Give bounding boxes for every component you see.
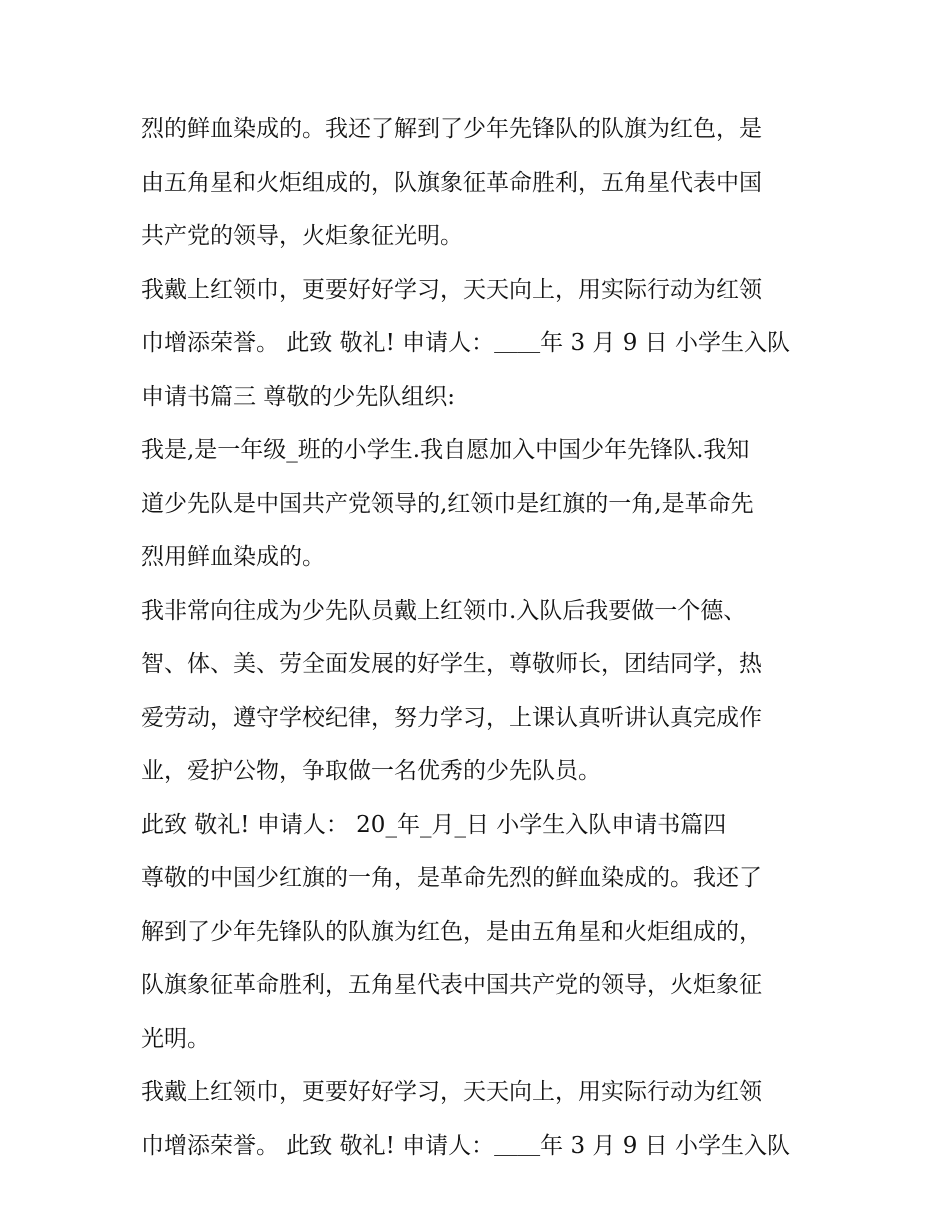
text-line: 队旗象征革命胜利，五角星代表中国共产党的领导，火炬象征: [141, 972, 762, 998]
body-text: [141, 103, 821, 1173]
text-line: 智、体、美、劳全面发展的好学生，尊敬师长，团结同学，热: [141, 651, 762, 677]
text-line: 烈用鲜血染成的。: [141, 544, 325, 570]
text-line: 我戴上红领巾，更要好好学习，天天向上，用实际行动为红领: [141, 276, 762, 303]
text-line: 我非常向往成为少先队员戴上红领巾.入队后我要做一个德、: [141, 597, 747, 624]
text-line: 烈的鲜血染成的。我还了解到了少年先锋队的队旗为红色，是: [141, 116, 762, 142]
text-line: 我戴上红领巾，更要好好学习，天天向上，用实际行动为红领: [141, 1079, 762, 1105]
text-line: 巾增添荣誉。 此致 敬礼! 申请人：＿＿年 3 月 9 日 小学生入队: [141, 330, 790, 356]
text-line: 光明。: [141, 1025, 210, 1052]
text-line: 道少先队是中国共产党领导的,红领巾是红旗的一角,是革命先: [141, 490, 754, 517]
text-line: 我是,是一年级_班的小学生.我自愿加入中国少年先锋队.我知: [141, 437, 750, 463]
text-line: 由五角星和火炬组成的，队旗象征革命胜利，五角星代表中国: [141, 169, 762, 196]
text-line: 申请书篇三 尊敬的少先队组织:: [141, 383, 456, 410]
text-line: 业，爱护公物，争取做一名优秀的少先队员。: [141, 758, 601, 784]
text-line: 巾增添荣誉。 此致 敬礼! 申请人：＿＿年 3 月 9 日 小学生入队: [141, 1132, 790, 1159]
text-line: 爱劳动，遵守学校纪律，努力学习，上课认真听讲认真完成作: [141, 704, 762, 731]
text-line: 共产党的领导，火炬象征光明。: [141, 223, 463, 249]
text-line: 此致 敬礼! 申请人： 20_年_月_日 小学生入队申请书篇四: [141, 811, 727, 838]
text-line: 解到了少年先锋队的队旗为红色，是由五角星和火炬组成的，: [141, 918, 762, 945]
text-line: 尊敬的中国少红旗的一角，是革命先烈的鲜血染成的。我还了: [141, 865, 762, 891]
